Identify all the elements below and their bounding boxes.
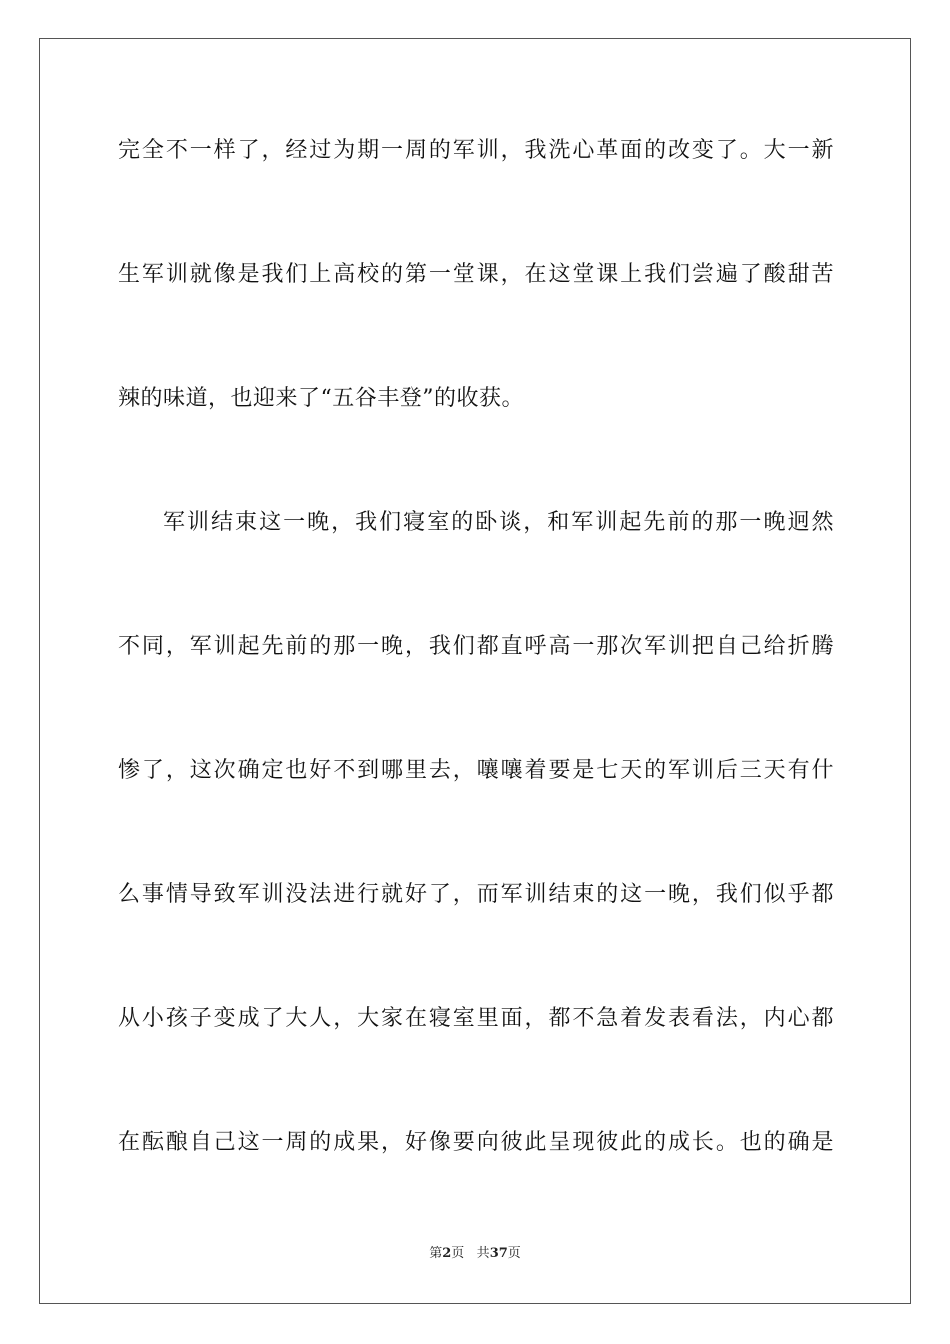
body-text-line-5: 不同，军训起先前的那一晚，我们都直呼高一那次军训把自己给折腾 [118, 634, 834, 659]
page-border [39, 38, 911, 1304]
body-text-line-7: 么事情导致军训没法进行就好了，而军训结束的这一晚，我们似乎都 [118, 882, 834, 907]
total-page-count: 37 [489, 1246, 508, 1261]
total-unit: 页 [507, 1246, 521, 1261]
page-footer [0, 1245, 950, 1263]
body-text-line-8: 从小孩子变成了大人，大家在寝室里面，都不急着发表看法，内心都 [118, 1006, 834, 1031]
body-text-line-9: 在酝酿自己这一周的成果，好像要向彼此呈现彼此的成长。也的确是 [118, 1130, 834, 1155]
body-text-line-1: 完全不一样了，经过为期一周的军训，我洗心革面的改变了。大一新 [118, 138, 834, 163]
body-text-line-2: 生军训就像是我们上高校的第一堂课，在这堂课上我们尝遍了酸甜苦 [118, 262, 834, 287]
body-text-line-3: 辣的味道，也迎来了“五谷丰登”的收获。 [118, 386, 524, 411]
body-text-line-6: 惨了，这次确定也好不到哪里去，嚷嚷着要是七天的军训后三天有什 [118, 758, 834, 783]
total-prefix: 共 [476, 1246, 490, 1261]
page-unit: 页 [451, 1246, 465, 1261]
current-page-number: 2 [442, 1246, 452, 1261]
page-prefix: 第 [429, 1246, 443, 1261]
body-text-line-4: 军训结束这一晚，我们寝室的卧谈，和军训起先前的那一晚迥然 [163, 510, 834, 535]
